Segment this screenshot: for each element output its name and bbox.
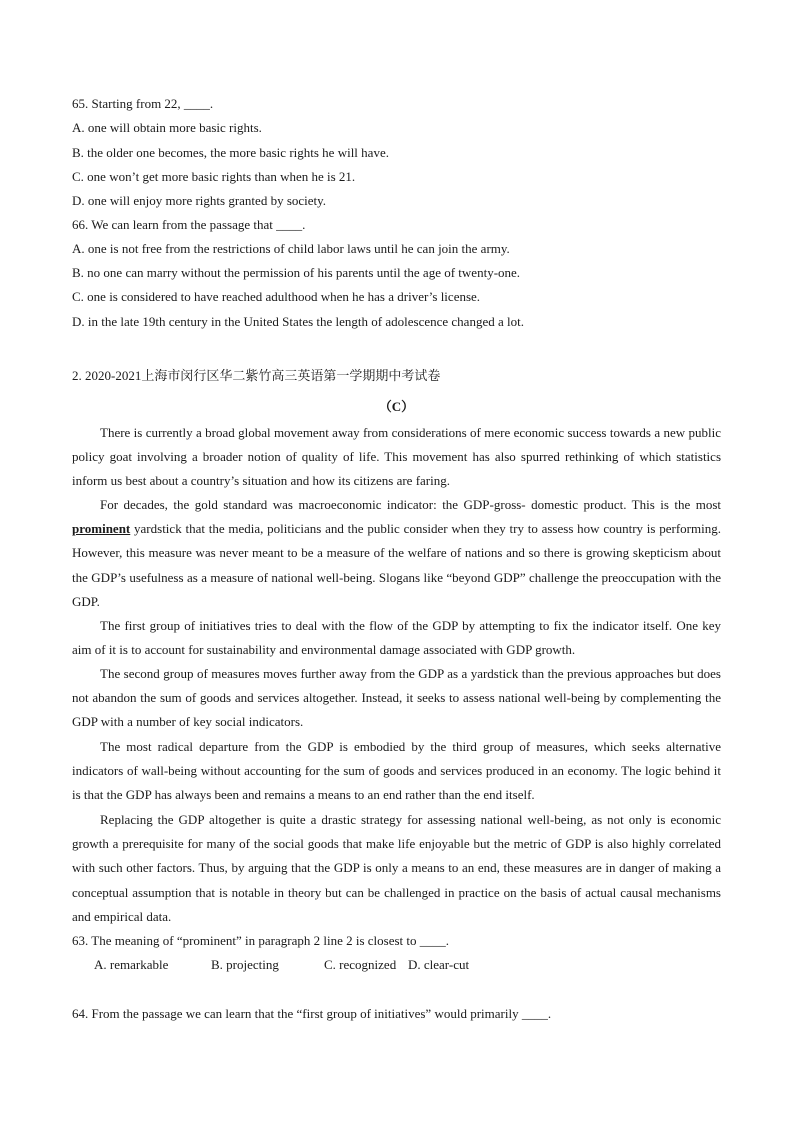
passage-paragraph-3: The first group of initiatives tries to deal with the flow of the GDP by attempting to fix the indicator itself. One key aim of it is to account for sustainability and environmental damage associated with GDP growth. — [72, 618, 721, 658]
passage-paragraph-4: The second group of measures moves further away from the GDP as a yardstick than the previous approaches but does not abandon the sum of goods and services altogether. Instead, it seeks to assess national well-being by complementing the GDP with a number of key social indicators. — [72, 666, 721, 730]
question-63-option-a: A. remarkable — [94, 957, 169, 972]
question-63-option-d: D. clear-cut — [408, 957, 470, 972]
question-66-option-a: A. one is not free from the restrictions of child labor laws until he can join the army. — [72, 241, 510, 256]
question-65-option-a: A. one will obtain more basic rights. — [72, 120, 262, 135]
question-63-stem: 63. The meaning of “prominent” in paragraph 2 line 2 is closest to ____. — [72, 933, 450, 948]
question-66-option-b: B. no one can marry without the permission of his parents until the age of twenty-one. — [72, 265, 521, 280]
question-65-option-c: C. one won’t get more basic rights than when he is 21. — [72, 169, 356, 184]
keyword-prominent: prominent — [72, 521, 131, 537]
passage-paragraph-1: There is currently a broad global movement away from considerations of mere economic success towards a new public policy goat involving a broader notion of quality of life. This movement has also spurred rethinking of which statistics inform us best about a country’s situation and how its citizens are faring. — [72, 425, 721, 489]
passage-paragraph-5: The most radical departure from the GDP is embodied by the third group of measures, which seeks alternative indicators of wall-being without accounting for the sum of goods and services produced in an economy. The logic behind it is that the GDP has always been and remains a means to an end rather than the end itself. — [72, 739, 721, 803]
question-66-stem: 66. We can learn from the passage that ____. — [72, 217, 306, 232]
section-source-heading: 2. 2020-2021上海市闵行区华二紫竹高三英语第一学期期中考试卷 — [72, 368, 441, 383]
question-63-options — [94, 957, 469, 973]
question-65-stem: 65. Starting from 22, ____. — [72, 96, 214, 111]
paragraph-2-text-before: For decades, the gold standard was macroeconomic indicator: the GDP-gross- domestic product. This is the most — [100, 497, 721, 512]
question-64-stem: 64. From the passage we can learn that the “first group of initiatives” would primarily ____. — [72, 1006, 552, 1021]
paragraph-2-text-after: yardstick that the media, politicians and the public consider when they try to assess how country is performing. However, this measure was never meant to be a measure of the welfare of nations and so there is growing skepticism about the GDP’s usefulness as a measure of national well-being. Slogans like “beyond GDP” challenge the preoccupation with the GDP. — [72, 521, 721, 609]
question-65-option-b: B. the older one becomes, the more basic rights he will have. — [72, 145, 389, 160]
passage-paragraph-6: Replacing the GDP altogether is quite a drastic strategy for assessing national well-being, as not only is economic growth a prerequisite for many of the social goods that make life enjoyable but the metric of GDP is also highly correlated with such other factors. Thus, by arguing that the GDP is only a means to an end, these measures are in danger of making a conceptual assumption that is notable in theory but can be challenged in practice on the basis of actual causal mechanisms and empirical data. — [72, 812, 721, 924]
question-66-option-c: C. one is considered to have reached adulthood when he has a driver’s license. — [72, 289, 481, 304]
question-66-option-d: D. in the late 19th century in the United States the length of adolescence changed a lot. — [72, 314, 524, 329]
section-label: （C） — [378, 399, 415, 414]
passage-paragraph-2 — [72, 493, 721, 614]
question-65-option-d: D. one will enjoy more rights granted by society. — [72, 193, 327, 208]
question-63-option-c: C. recognized — [324, 957, 397, 972]
question-63-option-b: B. projecting — [211, 957, 279, 972]
